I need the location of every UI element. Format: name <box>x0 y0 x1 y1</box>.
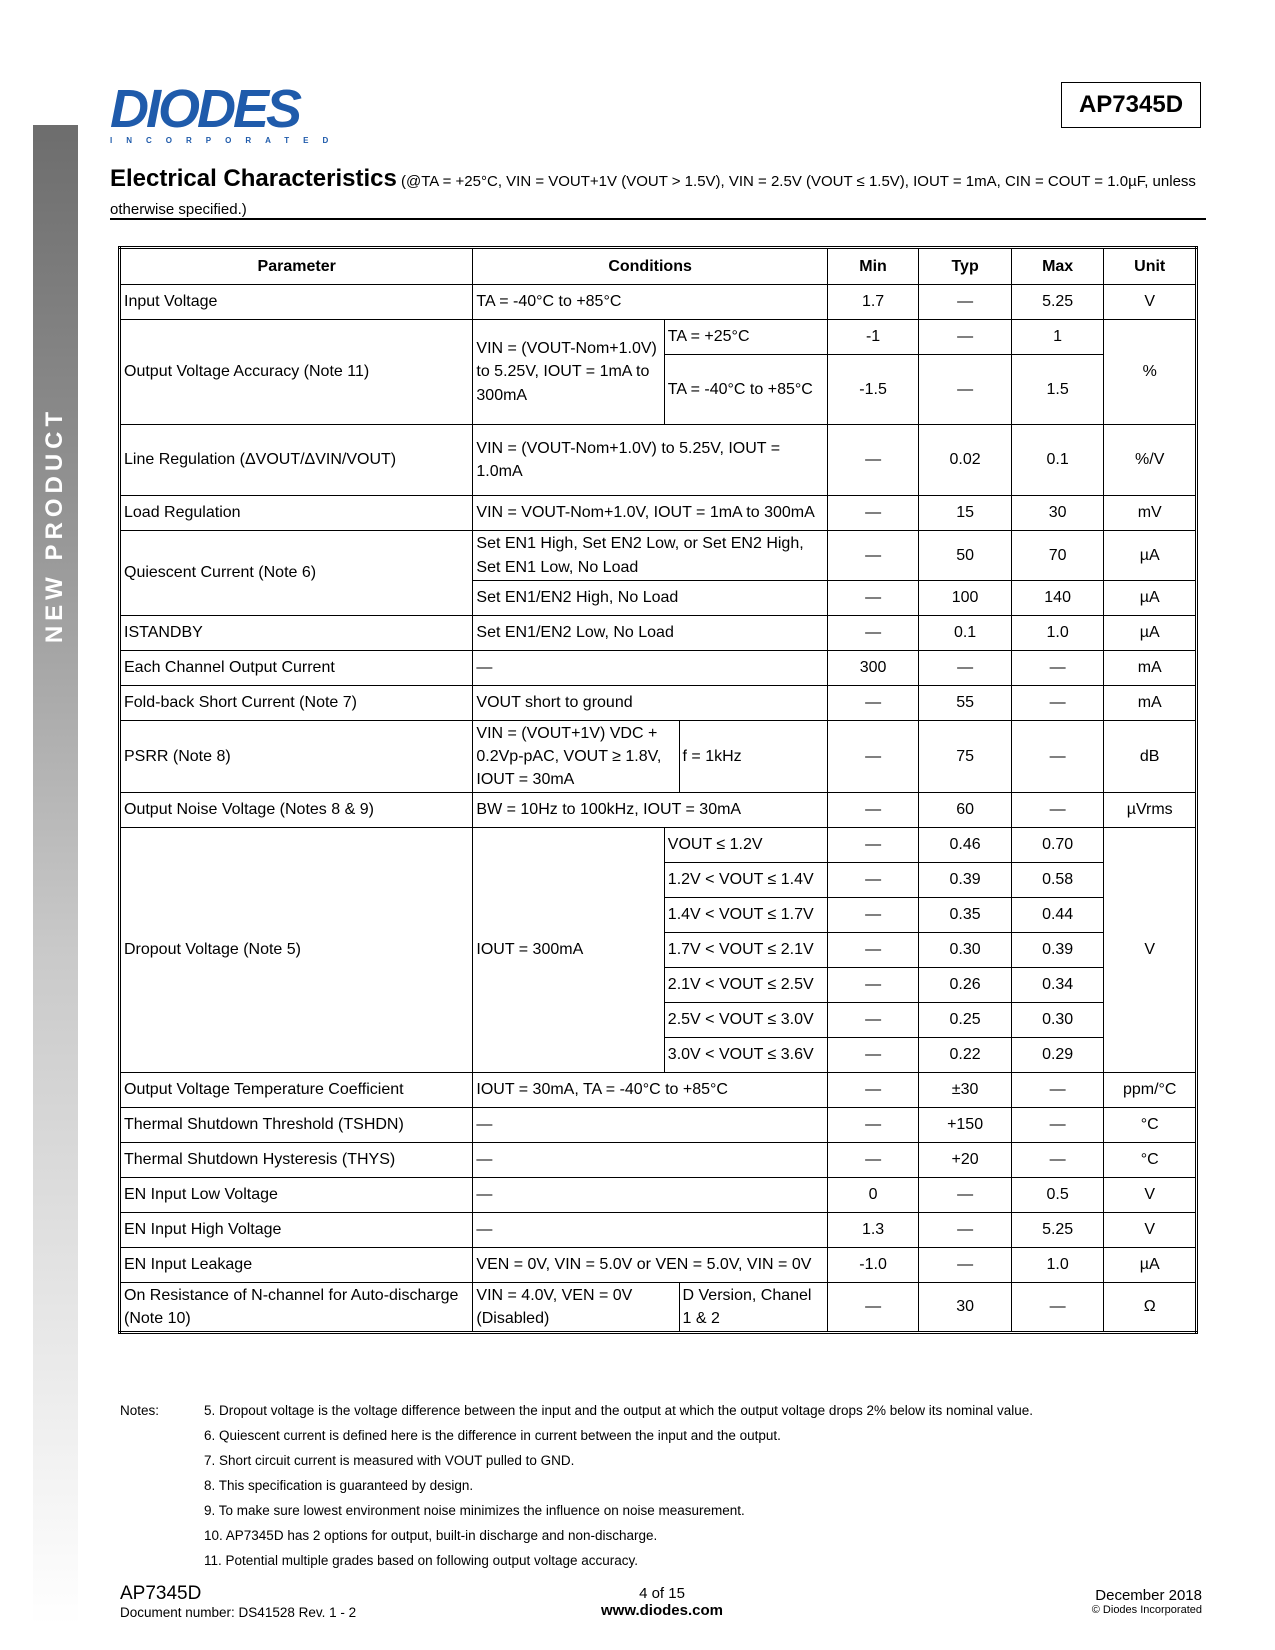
note-item: 11. Potential multiple grades based on following output voltage accuracy. <box>204 1553 639 1568</box>
table-row <box>120 496 1197 531</box>
min-cell: 1.3 <box>827 1213 919 1248</box>
max-cell: 0.34 <box>1011 968 1104 1003</box>
subcondition-cell: f = 1kHz <box>679 721 827 793</box>
typ-cell: 0.25 <box>919 1003 1012 1038</box>
dropout-range-cell: 2.5V < VOUT ≤ 3.0V <box>664 1003 827 1038</box>
table-row <box>120 721 1197 793</box>
max-cell: — <box>1011 1143 1104 1178</box>
unit-cell: µA <box>1104 616 1197 651</box>
param-cell: EN Input Low Voltage <box>120 1178 473 1213</box>
footer-date: December 2018 <box>1095 1587 1202 1604</box>
condition-cell: VIN = (VOUT+1V) VDC + 0.2Vp-pAC, VOUT ≥ 1.8V, IOUT = 30mA <box>473 721 679 793</box>
min-cell: 300 <box>827 651 919 686</box>
table-row <box>120 1248 1197 1283</box>
notes-section <box>120 1398 1033 1573</box>
note-item: 5. Dropout voltage is the voltage difference between the input and the output at which the output voltage drops 2% below its nominal value. <box>204 1403 1034 1418</box>
min-cell: 0 <box>827 1178 919 1213</box>
max-cell: 0.29 <box>1011 1038 1104 1073</box>
param-cell: Output Voltage Temperature Coefficient <box>120 1073 473 1108</box>
unit-cell: µVrms <box>1104 793 1197 828</box>
typ-cell: — <box>919 285 1012 320</box>
table-row <box>120 1213 1197 1248</box>
dropout-range-cell: 1.7V < VOUT ≤ 2.1V <box>664 933 827 968</box>
max-cell: 140 <box>1011 581 1104 616</box>
company-logo <box>110 79 343 145</box>
condition-cell: — <box>473 651 827 686</box>
table-row <box>120 616 1197 651</box>
unit-cell: V <box>1104 1213 1197 1248</box>
unit-cell: V <box>1104 1178 1197 1213</box>
max-cell: — <box>1011 721 1104 793</box>
condition-cell: VOUT short to ground <box>473 686 827 721</box>
subcondition-cell: TA = +25°C <box>664 320 827 355</box>
header-min: Min <box>827 248 919 285</box>
unit-cell: mA <box>1104 651 1197 686</box>
note-item: 7. Short circuit current is measured with VOUT pulled to GND. <box>204 1453 575 1468</box>
max-cell: — <box>1011 686 1104 721</box>
typ-cell: 0.46 <box>919 828 1012 863</box>
condition-cell: Set EN1/EN2 High, No Load <box>473 581 827 616</box>
unit-cell: µA <box>1104 581 1197 616</box>
unit-cell: µA <box>1104 531 1197 581</box>
min-cell: — <box>827 425 919 496</box>
table-row <box>120 285 1197 320</box>
max-cell: 0.58 <box>1011 863 1104 898</box>
typ-cell: 15 <box>919 496 1012 531</box>
unit-cell: µA <box>1104 1248 1197 1283</box>
note-item: 10. AP7345D has 2 options for output, built-in discharge and non-discharge. <box>204 1528 658 1543</box>
dropout-range-cell: VOUT ≤ 1.2V <box>664 828 827 863</box>
condition-cell: — <box>473 1213 827 1248</box>
min-cell: — <box>827 863 919 898</box>
typ-cell: 30 <box>919 1283 1012 1333</box>
table-row <box>120 531 1197 581</box>
typ-cell: 50 <box>919 531 1012 581</box>
table-row <box>120 1178 1197 1213</box>
param-cell: ISTANDBY <box>120 616 473 651</box>
max-cell: 0.39 <box>1011 933 1104 968</box>
param-cell: Each Channel Output Current <box>120 651 473 686</box>
typ-cell: 55 <box>919 686 1012 721</box>
param-cell: On Resistance of N-channel for Auto-discharge (Note 10) <box>120 1283 473 1333</box>
param-cell: EN Input High Voltage <box>120 1213 473 1248</box>
param-cell: EN Input Leakage <box>120 1248 473 1283</box>
footer-center <box>562 1585 762 1619</box>
min-cell: — <box>827 581 919 616</box>
unit-cell: dB <box>1104 721 1197 793</box>
subcondition-cell: TA = -40°C to +85°C <box>664 355 827 425</box>
param-cell: PSRR (Note 8) <box>120 721 473 793</box>
unit-cell: %/V <box>1104 425 1197 496</box>
max-cell: 0.70 <box>1011 828 1104 863</box>
min-cell: — <box>827 1143 919 1178</box>
table-row <box>120 686 1197 721</box>
min-cell: -1.5 <box>827 355 919 425</box>
unit-cell: mA <box>1104 686 1197 721</box>
min-cell: — <box>827 1073 919 1108</box>
table-row <box>120 1143 1197 1178</box>
typ-cell: ±30 <box>919 1073 1012 1108</box>
max-cell: 1.0 <box>1011 1248 1104 1283</box>
note-item: 9. To make sure lowest environment noise minimizes the influence on noise measurement. <box>204 1503 745 1518</box>
typ-cell: — <box>919 1213 1012 1248</box>
footer-right <box>980 1587 1202 1616</box>
footer-website[interactable]: www.diodes.com <box>601 1602 723 1619</box>
condition-cell: VIN = (VOUT-Nom+1.0V) to 5.25V, IOUT = 1mA to 300mA <box>473 320 664 425</box>
typ-cell: 0.35 <box>919 898 1012 933</box>
min-cell: — <box>827 686 919 721</box>
subcondition-cell: D Version, Chanel 1 & 2 <box>679 1283 827 1333</box>
header-conditions: Conditions <box>473 248 827 285</box>
typ-cell: +150 <box>919 1108 1012 1143</box>
max-cell: — <box>1011 1108 1104 1143</box>
unit-cell: V <box>1104 285 1197 320</box>
min-cell: — <box>827 1108 919 1143</box>
unit-cell: Ω <box>1104 1283 1197 1333</box>
condition-cell: — <box>473 1178 827 1213</box>
max-cell: 30 <box>1011 496 1104 531</box>
dropout-range-cell: 2.1V < VOUT ≤ 2.5V <box>664 968 827 1003</box>
min-cell: — <box>827 721 919 793</box>
condition-cell: VIN = (VOUT-Nom+1.0V) to 5.25V, IOUT = 1.0mA <box>473 425 827 496</box>
param-cell: Load Regulation <box>120 496 473 531</box>
table-row <box>120 1108 1197 1143</box>
table-row <box>120 1073 1197 1108</box>
condition-cell: IOUT = 300mA <box>473 828 664 1073</box>
electrical-characteristics-table <box>118 246 1198 1334</box>
max-cell: 0.1 <box>1011 425 1104 496</box>
min-cell: — <box>827 793 919 828</box>
param-cell: Quiescent Current (Note 6) <box>120 531 473 616</box>
table-row <box>120 425 1197 496</box>
unit-cell: V <box>1104 828 1197 1073</box>
min-cell: — <box>827 898 919 933</box>
min-cell: — <box>827 828 919 863</box>
unit-cell: °C <box>1104 1108 1197 1143</box>
typ-cell: — <box>919 320 1012 355</box>
condition-cell: — <box>473 1143 827 1178</box>
max-cell: 5.25 <box>1011 285 1104 320</box>
condition-cell: TA = -40°C to +85°C <box>473 285 827 320</box>
min-cell: — <box>827 1003 919 1038</box>
condition-cell: IOUT = 30mA, TA = -40°C to +85°C <box>473 1073 827 1108</box>
max-cell: — <box>1011 1283 1104 1333</box>
min-cell: -1 <box>827 320 919 355</box>
typ-cell: 0.02 <box>919 425 1012 496</box>
param-cell: Dropout Voltage (Note 5) <box>120 828 473 1073</box>
max-cell: 0.44 <box>1011 898 1104 933</box>
max-cell: 5.25 <box>1011 1213 1104 1248</box>
typ-cell: 75 <box>919 721 1012 793</box>
typ-cell: — <box>919 651 1012 686</box>
max-cell: — <box>1011 793 1104 828</box>
table-row <box>120 651 1197 686</box>
table-row <box>120 828 1197 863</box>
unit-cell: °C <box>1104 1143 1197 1178</box>
section-title: Electrical Characteristics <box>110 165 397 192</box>
min-cell: 1.7 <box>827 285 919 320</box>
max-cell: 70 <box>1011 531 1104 581</box>
min-cell: — <box>827 1038 919 1073</box>
section-conditions: (@TA = +25°C, VIN = VOUT+1V (VOUT > 1.5V), VIN = 2.5V (VOUT ≤ 1.5V), IOUT = 1mA, CIN = COUT = 1.0µF, unless otherwise specified.) <box>110 173 1196 219</box>
dropout-range-cell: 1.2V < VOUT ≤ 1.4V <box>664 863 827 898</box>
condition-cell: VEN = 0V, VIN = 5.0V or VEN = 5.0V, VIN = 0V <box>473 1248 827 1283</box>
param-cell: Input Voltage <box>120 285 473 320</box>
dropout-range-cell: 1.4V < VOUT ≤ 1.7V <box>664 898 827 933</box>
typ-cell: 0.1 <box>919 616 1012 651</box>
note-item: 8. This specification is guaranteed by design. <box>204 1478 474 1493</box>
condition-cell: VIN = 4.0V, VEN = 0V (Disabled) <box>473 1283 679 1333</box>
max-cell: 0.5 <box>1011 1178 1104 1213</box>
sidebar-label: NEW PRODUCT <box>41 406 68 644</box>
logo-subtitle: INCORPORATED <box>110 136 343 145</box>
heading-rule <box>110 218 1206 220</box>
footer-doc-number: Document number: DS41528 Rev. 1 - 2 <box>120 1605 357 1620</box>
param-cell: Thermal Shutdown Threshold (TSHDN) <box>120 1108 473 1143</box>
typ-cell: 60 <box>919 793 1012 828</box>
param-cell: Fold-back Short Current (Note 7) <box>120 686 473 721</box>
min-cell: — <box>827 1283 919 1333</box>
max-cell: 0.30 <box>1011 1003 1104 1038</box>
footer-page: 4 of 15 <box>639 1585 685 1602</box>
footer-copyright: © Diodes Incorporated <box>1091 1604 1202 1616</box>
min-cell: — <box>827 968 919 1003</box>
typ-cell: 0.26 <box>919 968 1012 1003</box>
section-heading <box>110 160 1206 222</box>
logo-word: DIODES <box>110 79 300 139</box>
typ-cell: 100 <box>919 581 1012 616</box>
condition-cell: VIN = VOUT-Nom+1.0V, IOUT = 1mA to 300mA <box>473 496 827 531</box>
unit-cell: ppm/°C <box>1104 1073 1197 1108</box>
footer-part: AP7345D <box>120 1583 202 1604</box>
max-cell: 1 <box>1011 320 1104 355</box>
table-row <box>120 793 1197 828</box>
typ-cell: 0.39 <box>919 863 1012 898</box>
min-cell: — <box>827 531 919 581</box>
unit-cell: % <box>1104 320 1197 425</box>
min-cell: — <box>827 496 919 531</box>
header-unit: Unit <box>1104 248 1197 285</box>
header-typ: Typ <box>919 248 1012 285</box>
param-cell: Output Noise Voltage (Notes 8 & 9) <box>120 793 473 828</box>
part-number-box: AP7345D <box>1061 82 1201 128</box>
dropout-range-cell: 3.0V < VOUT ≤ 3.6V <box>664 1038 827 1073</box>
param-cell: Output Voltage Accuracy (Note 11) <box>120 320 473 425</box>
typ-cell: — <box>919 355 1012 425</box>
header-max: Max <box>1011 248 1104 285</box>
notes-label: Notes: <box>120 1403 160 1418</box>
unit-cell: mV <box>1104 496 1197 531</box>
typ-cell: 0.30 <box>919 933 1012 968</box>
max-cell: — <box>1011 651 1104 686</box>
min-cell: -1.0 <box>827 1248 919 1283</box>
footer-left <box>120 1583 356 1620</box>
typ-cell: 0.22 <box>919 1038 1012 1073</box>
typ-cell: +20 <box>919 1143 1012 1178</box>
condition-cell: Set EN1 High, Set EN2 Low, or Set EN2 High, Set EN1 Low, No Load <box>473 531 827 581</box>
max-cell: 1.5 <box>1011 355 1104 425</box>
min-cell: — <box>827 933 919 968</box>
header-parameter: Parameter <box>120 248 473 285</box>
table-row <box>120 1283 1197 1333</box>
min-cell: — <box>827 616 919 651</box>
condition-cell: — <box>473 1108 827 1143</box>
sidebar-band <box>33 125 78 1625</box>
table-header-row <box>120 248 1197 285</box>
param-cell: Thermal Shutdown Hysteresis (THYS) <box>120 1143 473 1178</box>
condition-cell: BW = 10Hz to 100kHz, IOUT = 30mA <box>473 793 827 828</box>
note-item: 6. Quiescent current is defined here is the difference in current between the input and the output. <box>204 1428 781 1443</box>
typ-cell: — <box>919 1248 1012 1283</box>
table-row <box>120 320 1197 355</box>
max-cell: — <box>1011 1073 1104 1108</box>
condition-cell: Set EN1/EN2 Low, No Load <box>473 616 827 651</box>
param-cell: Line Regulation (ΔVOUT/ΔVIN/VOUT) <box>120 425 473 496</box>
max-cell: 1.0 <box>1011 616 1104 651</box>
typ-cell: — <box>919 1178 1012 1213</box>
